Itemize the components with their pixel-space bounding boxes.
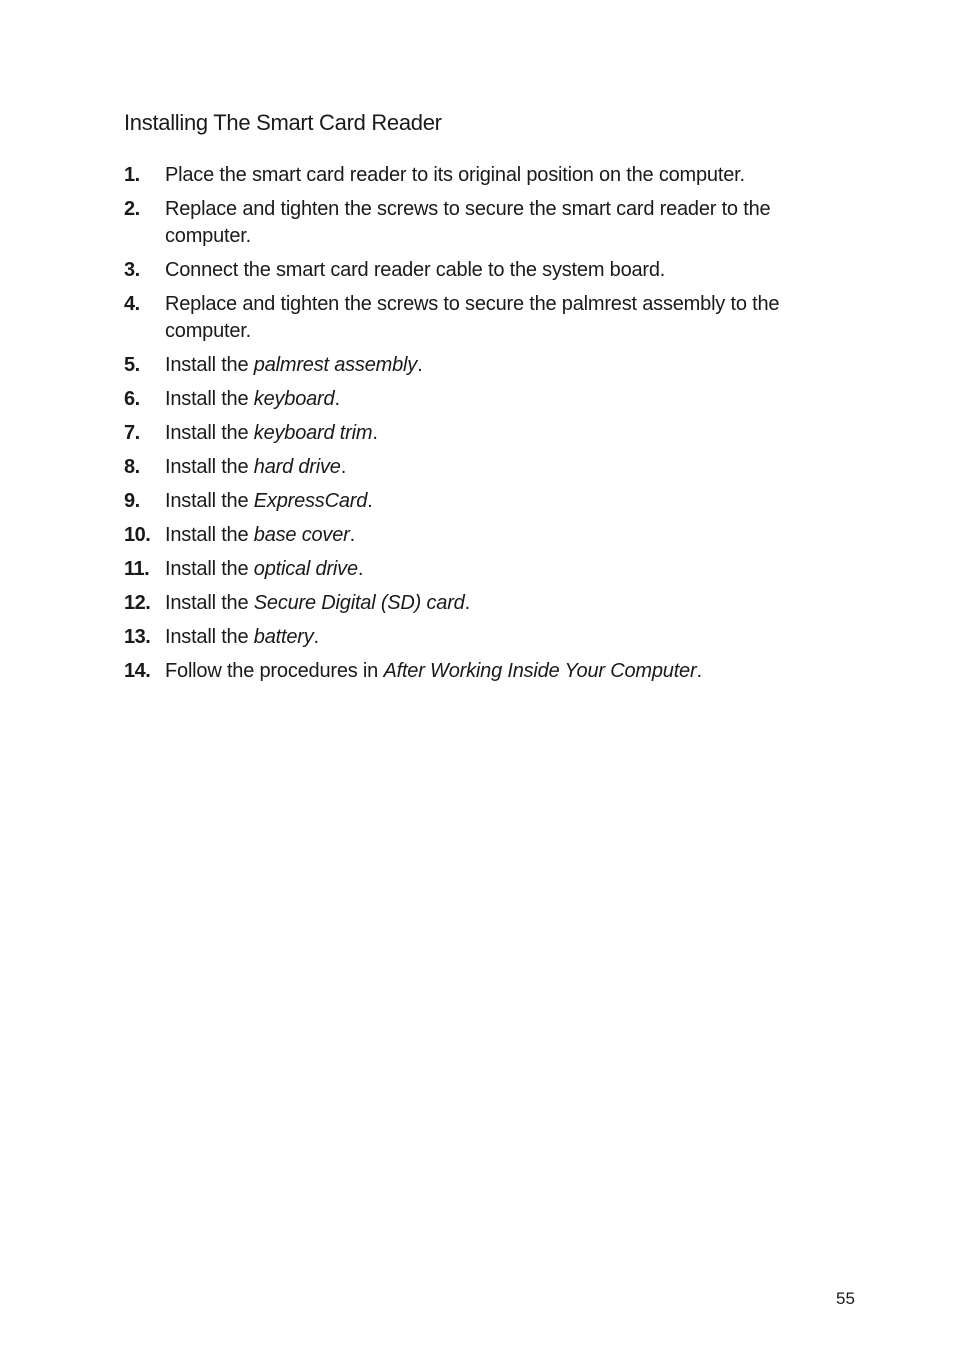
component-reference: ExpressCard <box>253 490 368 512</box>
step-text <box>165 490 373 512</box>
step-text-segment: . <box>417 354 423 376</box>
steps-list <box>124 162 834 692</box>
step-number: 7. <box>124 422 140 444</box>
component-reference: optical drive <box>253 558 358 580</box>
component-reference: After Working Inside Your Computer <box>383 660 697 682</box>
step-text <box>165 592 470 614</box>
step-item <box>124 291 834 345</box>
step-number: 9. <box>124 490 140 512</box>
step-text-segment: . <box>357 558 364 580</box>
step-text-segment: Install the <box>165 456 254 478</box>
step-number: 5. <box>124 354 140 376</box>
step-item <box>124 658 834 685</box>
step-item <box>124 556 834 583</box>
step-item <box>124 624 834 651</box>
step-number: 2. <box>124 198 140 220</box>
step-text <box>165 259 665 281</box>
step-text <box>165 354 422 376</box>
step-text-segment: Connect the smart card reader cable to the system board. <box>165 259 666 281</box>
step-text <box>165 660 702 682</box>
step-text-segment: Install the <box>165 422 254 444</box>
step-item <box>124 454 834 481</box>
step-item <box>124 590 834 617</box>
step-text-segment: Install the <box>165 490 254 512</box>
step-text-segment: . <box>340 456 347 478</box>
step-text-segment: Install the <box>165 388 254 410</box>
step-text <box>165 558 363 580</box>
step-text-segment: Install the <box>165 558 254 580</box>
step-text-segment: Install the <box>165 524 254 546</box>
component-reference: base cover <box>253 524 350 546</box>
step-text-segment: . <box>313 626 319 648</box>
step-text <box>165 422 378 444</box>
step-text <box>165 198 770 247</box>
step-text <box>165 524 355 546</box>
step-number: 10. <box>124 524 151 546</box>
component-reference: hard drive <box>253 456 341 478</box>
step-text-segment: . <box>334 388 340 410</box>
step-item <box>124 162 834 189</box>
step-text-segment: Replace and tighten the screws to secure the palmrest assembly to the computer. <box>165 293 780 342</box>
step-text <box>165 456 346 478</box>
component-reference: keyboard <box>253 388 335 410</box>
step-text-segment: Follow the procedures in <box>165 660 384 682</box>
step-text-segment: . <box>696 660 702 682</box>
step-text <box>165 164 745 186</box>
page-title: Installing The Smart Card Reader <box>124 110 442 135</box>
step-text-segment: Install the <box>165 592 254 614</box>
component-reference: battery <box>253 626 314 648</box>
step-text-segment: . <box>464 592 470 614</box>
step-item <box>124 257 834 284</box>
step-item <box>124 386 834 413</box>
page-number: 55 <box>836 1289 855 1308</box>
step-item <box>124 420 834 447</box>
step-number: 8. <box>124 456 140 478</box>
step-number: 3. <box>124 259 140 281</box>
step-item <box>124 488 834 515</box>
step-text <box>165 388 340 410</box>
step-number: 1. <box>124 164 140 186</box>
step-text-segment: . <box>372 422 378 444</box>
step-text-segment: . <box>367 490 373 512</box>
step-text-segment: Place the smart card reader to its original position on the computer. <box>165 164 745 186</box>
step-number: 4. <box>124 293 140 315</box>
step-item <box>124 352 834 379</box>
component-reference: palmrest assembly <box>253 354 418 376</box>
step-number: 14. <box>124 660 151 682</box>
component-reference: Secure Digital (SD) card <box>253 592 465 614</box>
step-number: 13. <box>124 626 151 648</box>
component-reference: keyboard trim <box>253 422 373 444</box>
step-item <box>124 522 834 549</box>
step-number: 6. <box>124 388 140 410</box>
step-text-segment: Replace and tighten the screws to secure the smart card reader to the computer. <box>165 198 771 247</box>
step-number: 11. <box>124 558 150 580</box>
step-text <box>165 293 779 342</box>
step-text-segment: Install the <box>165 354 254 376</box>
step-text-segment: Install the <box>165 626 254 648</box>
step-number: 12. <box>124 592 151 614</box>
step-text-segment: . <box>349 524 355 546</box>
step-item <box>124 196 834 250</box>
step-text <box>165 626 319 648</box>
